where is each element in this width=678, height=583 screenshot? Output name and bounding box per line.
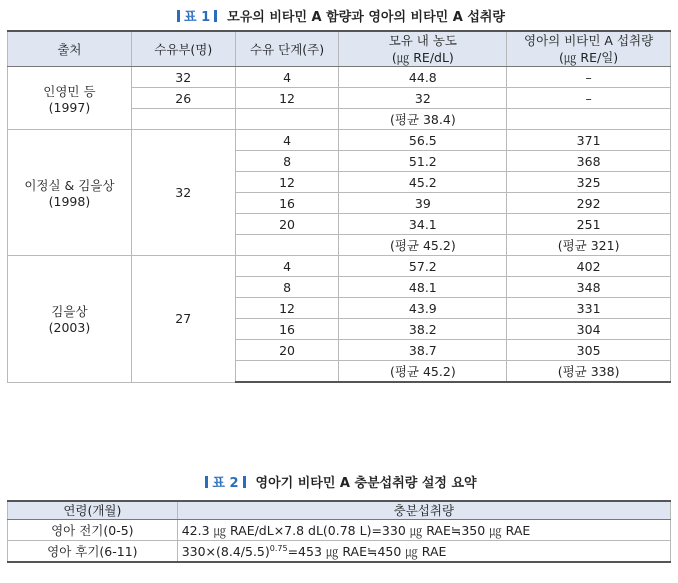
concentration-cell: 39	[339, 193, 507, 214]
concentration-cell: 45.2	[339, 172, 507, 193]
stage-cell	[235, 235, 339, 256]
ai-cell: 42.3 ㎍ RAE/dL×7.8 dL(0.78 L)=330 ㎍ RAE≒350 ㎍ RAE	[177, 520, 670, 541]
intake-cell: 292	[507, 193, 671, 214]
table-row	[8, 67, 671, 88]
age-cell: 영아 전기(0-5)	[8, 520, 178, 541]
stage-cell: 4	[235, 256, 339, 277]
stage-cell	[235, 109, 339, 130]
table-row	[8, 520, 671, 541]
intake-cell	[507, 109, 671, 130]
stage-cell: 16	[235, 319, 339, 340]
intake-cell: 325	[507, 172, 671, 193]
concentration-cell: 34.1	[339, 214, 507, 235]
concentration-cell: 56.5	[339, 130, 507, 151]
intake-cell: 331	[507, 298, 671, 319]
table2-title: 영아기 비타민 A 충분섭취량 설정 요약	[255, 476, 477, 491]
table-header-row	[8, 501, 671, 520]
stage-cell: 4	[235, 130, 339, 151]
header-intake: 영아의 비타민 A 섭취량 (㎍ RE/일)	[507, 31, 671, 67]
table1-title: 모유의 비타민 A 함량과 영아의 비타민 A 섭취량	[227, 10, 505, 25]
concentration-cell: (평균 45.2)	[339, 361, 507, 383]
concentration-cell: 44.8	[339, 67, 507, 88]
intake-cell: 348	[507, 277, 671, 298]
intake-cell: 402	[507, 256, 671, 277]
header-age: 연령(개월)	[8, 501, 178, 520]
table1-badge: 표 1	[173, 10, 221, 25]
table-row	[8, 541, 671, 563]
stage-cell: 8	[235, 277, 339, 298]
concentration-cell: 32	[339, 88, 507, 109]
stage-cell	[235, 361, 339, 383]
stage-cell: 16	[235, 193, 339, 214]
stage-cell: 12	[235, 298, 339, 319]
age-cell: 영아 후기(6-11)	[8, 541, 178, 563]
table-row	[8, 256, 671, 277]
concentration-cell: (평균 45.2)	[339, 235, 507, 256]
stage-cell: 20	[235, 214, 339, 235]
source-cell: 인영민 등 (1997)	[8, 67, 132, 130]
concentration-cell: 38.7	[339, 340, 507, 361]
mothers-cell: 32	[131, 67, 235, 88]
table-header-row	[8, 31, 671, 67]
concentration-cell: 43.9	[339, 298, 507, 319]
header-ai: 충분섭취량	[177, 501, 670, 520]
mothers-cell: 26	[131, 88, 235, 109]
intake-cell: (평균 321)	[507, 235, 671, 256]
header-stage: 수유 단계(주)	[235, 31, 339, 67]
vitamin-a-breastmilk-table	[7, 30, 671, 383]
mothers-cell: 27	[131, 256, 235, 383]
source-cell: 김을상 (2003)	[8, 256, 132, 383]
intake-cell: –	[507, 88, 671, 109]
stage-cell: 20	[235, 340, 339, 361]
stage-cell: 12	[235, 88, 339, 109]
table2-caption	[0, 472, 678, 491]
intake-cell: 304	[507, 319, 671, 340]
infant-vitamin-a-ai-table	[7, 500, 671, 563]
header-source: 출처	[8, 31, 132, 67]
header-mothers: 수유부(명)	[131, 31, 235, 67]
concentration-cell: 51.2	[339, 151, 507, 172]
concentration-cell: 57.2	[339, 256, 507, 277]
mothers-cell: 32	[131, 130, 235, 256]
concentration-cell: 48.1	[339, 277, 507, 298]
intake-cell: –	[507, 67, 671, 88]
ai-cell: $330\times(8.4/5.5)^{0.75}=453$ ㎍ RAE≒450 ㎍ RAE	[177, 541, 670, 563]
concentration-cell: (평균 38.4)	[339, 109, 507, 130]
stage-cell: 4	[235, 67, 339, 88]
header-concentration: 모유 내 농도 (㎍ RE/dL)	[339, 31, 507, 67]
intake-cell: 371	[507, 130, 671, 151]
stage-cell: 8	[235, 151, 339, 172]
table-row	[8, 130, 671, 151]
table2-badge: 표 2	[201, 476, 249, 491]
intake-cell: (평균 338)	[507, 361, 671, 383]
stage-cell: 12	[235, 172, 339, 193]
source-cell: 이정실 & 김을상 (1998)	[8, 130, 132, 256]
intake-cell: 251	[507, 214, 671, 235]
mothers-cell	[131, 109, 235, 130]
intake-cell: 368	[507, 151, 671, 172]
intake-cell: 305	[507, 340, 671, 361]
table1-caption	[0, 6, 678, 25]
concentration-cell: 38.2	[339, 319, 507, 340]
